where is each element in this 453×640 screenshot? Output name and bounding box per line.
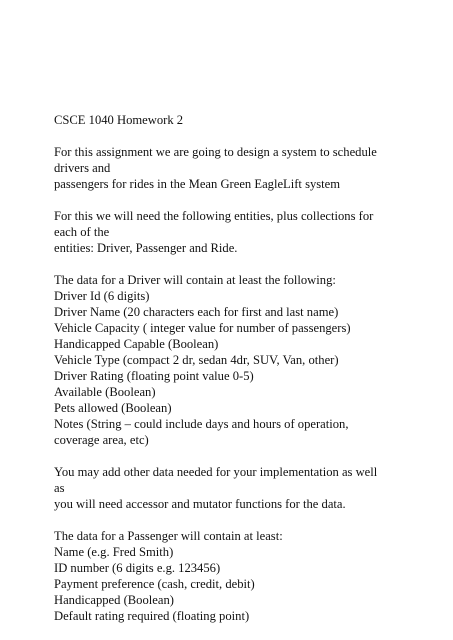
paragraph-spacer <box>54 192 434 208</box>
text-line: ID number (6 digits e.g. 123456) <box>54 561 221 575</box>
text-line: drivers and <box>54 161 111 175</box>
paragraph-spacer <box>54 512 434 528</box>
text-line: Available (Boolean) <box>54 385 156 399</box>
text-line: passengers for rides in the Mean Green EagleLift system <box>54 177 341 191</box>
text-line: Handicapped (Boolean) <box>54 593 174 607</box>
accessor-paragraph <box>54 464 434 512</box>
text-line: Driver Name (20 characters each for first and last name) <box>54 305 339 319</box>
text-line: Notes (String – could include days and hours of operation, <box>54 417 349 431</box>
text-line: For this we will need the following entities, plus collections for <box>54 209 374 223</box>
text-line: Name (e.g. Fred Smith) <box>54 545 174 559</box>
paragraph-spacer <box>54 256 434 272</box>
text-line: Payment preference (cash, credit, debit) <box>54 577 255 591</box>
document-body <box>54 112 434 624</box>
text-line: as <box>54 481 65 495</box>
text-line: Default rating required (floating point) <box>54 609 250 623</box>
entities-paragraph <box>54 208 434 256</box>
text-line: entities: Driver, Passenger and Ride. <box>54 241 238 255</box>
text-line: For this assignment we are going to design a system to schedule <box>54 145 377 159</box>
document-title: CSCE 1040 Homework 2 <box>54 113 184 127</box>
text-line: Vehicle Capacity ( integer value for number of passengers) <box>54 321 351 335</box>
intro-paragraph <box>54 144 434 192</box>
text-line: each of the <box>54 225 110 239</box>
text-line: Driver Rating (floating point value 0-5) <box>54 369 254 383</box>
text-line: Driver Id (6 digits) <box>54 289 150 303</box>
paragraph-spacer <box>54 448 434 464</box>
text-line: Pets allowed (Boolean) <box>54 401 172 415</box>
text-line: The data for a Passenger will contain at least: <box>54 529 283 543</box>
text-line: The data for a Driver will contain at least the following: <box>54 273 336 287</box>
paragraph-spacer <box>54 128 434 144</box>
passenger-section <box>54 528 434 624</box>
text-line: you will need accessor and mutator functions for the data. <box>54 497 346 511</box>
text-line: coverage area, etc) <box>54 433 149 447</box>
driver-section <box>54 272 434 448</box>
text-line: Handicapped Capable (Boolean) <box>54 337 219 351</box>
text-line: Vehicle Type (compact 2 dr, sedan 4dr, SUV, Van, other) <box>54 353 339 367</box>
text-line: You may add other data needed for your implementation as well <box>54 465 378 479</box>
